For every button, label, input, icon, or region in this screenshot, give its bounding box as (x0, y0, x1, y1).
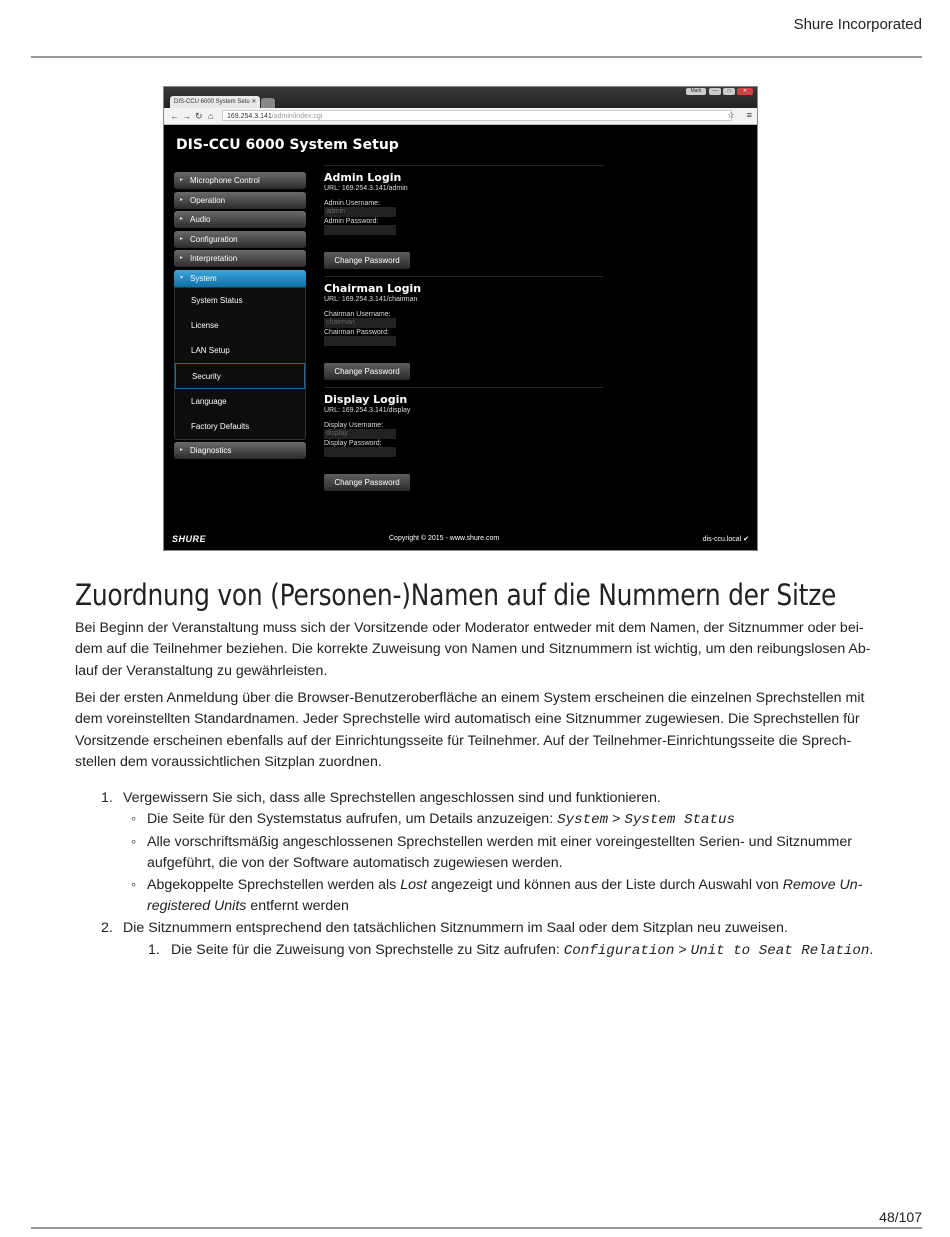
step-text: Vergewissern Sie sich, dass alle Sprechstellen angeschlossen sind und funktionieren. (123, 790, 661, 806)
back-icon[interactable]: ← (170, 111, 179, 121)
chevron-right-icon: ▸ (180, 447, 184, 454)
chairman-username-field[interactable]: chairman (324, 318, 396, 328)
substep-number: 1. (148, 942, 160, 958)
menu-diagnostics[interactable]: ▸ Diagnostics (174, 442, 306, 459)
menu-configuration[interactable]: ▸ Configuration (174, 231, 306, 248)
chairman-login-section (324, 276, 604, 387)
menu-path: System (557, 812, 609, 828)
menu-path: Unit to Seat Relation (690, 943, 870, 959)
username-label: Chairman Username: (324, 311, 391, 318)
section-title: Chairman Login (324, 282, 422, 295)
section-url: URL: 169.254.3.141/admin (324, 185, 408, 192)
submenu-system-status[interactable]: System Status (191, 295, 243, 305)
window-mark-button[interactable]: Mark (686, 88, 706, 95)
step-number: 2. (101, 920, 113, 936)
copyright-text: Copyright © 2015 - www.shure.com (389, 535, 500, 542)
admin-username-field[interactable]: admin (324, 207, 396, 217)
bullet-icon: ◦ (131, 834, 137, 850)
display-username-field[interactable]: display (324, 429, 396, 439)
host-label: dis-ccu.local ✔ (702, 536, 749, 543)
url-field[interactable]: 169.254.3.141/admin/index.cgi (222, 110, 732, 121)
chevron-right-icon: ▸ (180, 177, 184, 183)
system-setup-screenshot (163, 86, 758, 551)
chevron-right-icon: ▸ (180, 235, 184, 242)
change-password-button[interactable]: Change Password (324, 252, 410, 269)
text-line: Vorsitzende erscheinen ebenfalls auf der Einrichtungsseite für Teilnehmer. Auf der Teilnehmer-Einrichtungsseite die Sprech- (75, 732, 852, 749)
step-number: 1. (101, 790, 113, 806)
bullet-icon: ◦ (131, 877, 137, 893)
submenu-security[interactable]: Security (175, 363, 305, 388)
app-title: DIS-CCU 6000 System Setup (176, 137, 399, 153)
company-header: Shure Incorporated (793, 16, 922, 33)
chevron-right-icon: ▸ (180, 255, 184, 261)
bullet-item: Alle vorschriftsmäßig angeschlossenen Sprechstellen werden mit einer voreingestellten Serien- und Sitznummer aufgeführt, die von der Software automatisch zugewiesen werden. (147, 834, 852, 872)
menu-audio[interactable]: ▸ Audio (174, 211, 306, 228)
section-title: Admin Login (324, 171, 402, 184)
section-title: Display Login (324, 393, 408, 406)
admin-password-field[interactable] (324, 225, 396, 235)
close-window-button[interactable]: ✕ (737, 88, 753, 95)
browser-chrome (164, 87, 757, 123)
display-login-section (324, 387, 604, 498)
change-password-button[interactable]: Change Password (324, 474, 410, 491)
chevron-down-icon: ▾ (180, 274, 184, 281)
menu-system[interactable]: ▾ System (174, 270, 306, 287)
password-label: Display Password: (324, 440, 382, 447)
shure-logo: SHURE (172, 534, 207, 544)
section-url: URL: 169.254.3.141/chairman (324, 296, 418, 303)
text-line: Bei der ersten Anmeldung über die Browser-Benutzeroberfläche an einem System erscheinen die einzelnen Sprechstellen mit (75, 690, 865, 706)
substep-text: Die Seite für die Zuweisung von Sprechstelle zu Sitz aufrufen: Configuration > Unit to Seat Relation. (171, 942, 874, 959)
submenu-lan-setup[interactable]: LAN Setup (191, 346, 230, 356)
sidebar-menu (174, 172, 306, 462)
second-paragraph (75, 688, 880, 774)
bullet-icon: ◦ (131, 811, 137, 827)
system-submenu (174, 287, 306, 441)
browser-menu-icon[interactable]: ≡ (746, 110, 752, 120)
app-footer (164, 530, 757, 550)
home-icon[interactable]: ⌂ (208, 111, 214, 121)
login-settings-panel (324, 165, 604, 498)
menu-interpretation[interactable]: ▸ Interpretation (174, 250, 306, 267)
password-label: Admin Password: (324, 218, 379, 225)
bullet-item: Die Seite für den Systemstatus aufrufen, um Details anzuzeigen: System > System Status (147, 811, 736, 828)
bookmark-star-icon[interactable]: ☆ (726, 110, 735, 120)
chairman-password-field[interactable] (324, 336, 396, 346)
text-line: dem auf die Teilnehmer beziehen. Die korrekte Zuweisung von Namen und Sitznummern ist wichtig, um den reibungslosen Ab- (75, 641, 871, 658)
submenu-factory-defaults[interactable]: Factory Defaults (191, 421, 250, 431)
text-line: stellen dem voraussichtlichen Sitzplan zuordnen. (75, 754, 382, 771)
bullet-item: Abgekoppelte Sprechstellen werden als Lost angezeigt und können aus der Liste durch Auswahl von Remove Un- registered Units entfernt werden (147, 877, 863, 915)
menu-operation[interactable]: ▸ Operation (174, 192, 306, 209)
forward-icon[interactable]: → (182, 111, 191, 121)
menu-microphone-control[interactable]: ▸ Microphone Control (174, 172, 306, 189)
text-line: Bei Beginn der Veranstaltung muss sich der Vorsitzende oder Moderator entweder mit dem Namen, der Sitznummer oder bei- (75, 620, 864, 636)
minimize-button[interactable]: — (709, 88, 721, 95)
text-line: lauf der Veranstaltung zu gewährleisten. (75, 662, 328, 679)
username-label: Display Username: (324, 422, 384, 429)
step-text: Die Sitznummern entsprechend den tatsächlichen Sitznummern im Saal oder dem Sitzplan neu zuweisen. (123, 920, 788, 936)
menu-path: Configuration (563, 943, 675, 959)
page-number: 48/107 (879, 1209, 922, 1225)
submenu-language[interactable]: Language (191, 396, 227, 406)
change-password-button[interactable]: Change Password (324, 363, 410, 380)
text-line: dem voreinstellten Standardnamen. Jeder Sprechstelle wird automatisch eine Sitznummer zugewiesen. Die Sprechstellen für (75, 711, 860, 728)
address-bar (164, 108, 757, 125)
new-tab-button[interactable] (261, 98, 275, 108)
display-password-field[interactable] (324, 447, 396, 457)
browser-tab[interactable]: DIS-CCU 6000 System Setu ✕ (170, 96, 260, 108)
footer-divider (31, 1227, 922, 1229)
section-heading: Zuordnung von (Personen-)Namen auf die Nummern der Sitze (75, 578, 837, 612)
admin-login-section (324, 165, 604, 276)
maximize-button[interactable]: □ (723, 88, 735, 95)
username-label: Admin Username: (324, 200, 381, 207)
menu-path: System Status (624, 812, 736, 828)
header-divider (31, 56, 922, 58)
section-url: URL: 169.254.3.141/display (324, 407, 411, 414)
chevron-right-icon: ▸ (180, 216, 184, 222)
intro-paragraph (75, 618, 880, 682)
submenu-license[interactable]: License (191, 320, 219, 330)
reload-icon[interactable]: ↻ (195, 111, 203, 121)
chevron-right-icon: ▸ (180, 196, 184, 203)
password-label: Chairman Password: (324, 329, 389, 336)
